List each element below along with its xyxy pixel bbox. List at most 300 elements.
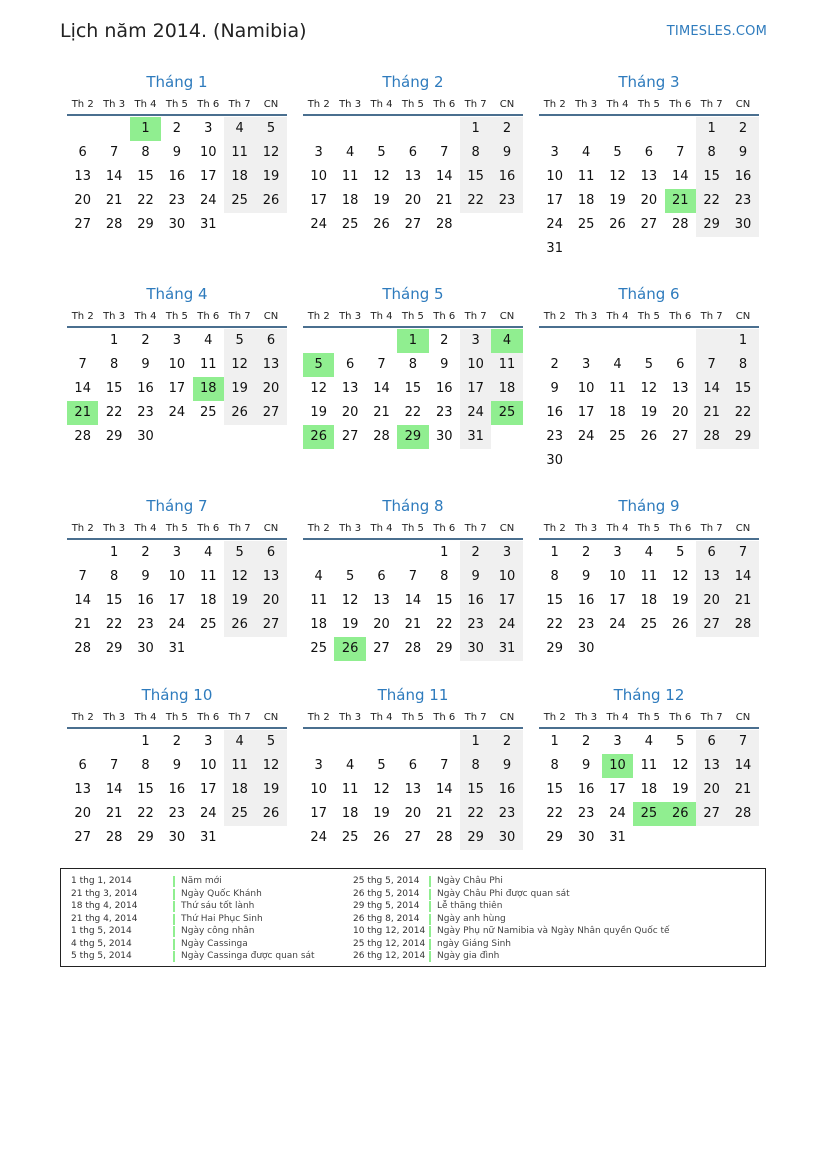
day-cell: 20 bbox=[74, 193, 91, 208]
legend-row bbox=[353, 913, 670, 926]
weekday-label: Th 3 bbox=[575, 310, 598, 322]
day-cell: 15 bbox=[137, 169, 154, 184]
weekday-label: CN bbox=[263, 711, 279, 723]
day-cell: 20 bbox=[671, 405, 689, 420]
day-cell: 20 bbox=[640, 193, 658, 208]
weekday-label: Th 5 bbox=[401, 310, 424, 322]
day-cell: 28 bbox=[727, 613, 758, 637]
day-cell: 14 bbox=[435, 782, 453, 797]
weekday-label: CN bbox=[263, 310, 279, 322]
empty-day-cell bbox=[67, 117, 98, 141]
day-cell: 16 bbox=[137, 381, 154, 396]
day-cell: 26 bbox=[303, 425, 334, 449]
day-cell: 7 bbox=[440, 758, 449, 773]
day-cell: 2 bbox=[141, 333, 150, 348]
weekday-label: CN bbox=[499, 310, 515, 322]
day-cell: 1 bbox=[141, 734, 150, 749]
weekday-label: Th 3 bbox=[339, 98, 362, 110]
day-cell: 13 bbox=[74, 782, 91, 797]
month-calendar bbox=[539, 284, 759, 473]
day-cell: 17 bbox=[199, 169, 217, 184]
holiday-date: 1 thg 5, 2014 bbox=[71, 926, 132, 936]
day-cell: 14 bbox=[671, 169, 689, 184]
weekday-label: Th 3 bbox=[103, 310, 126, 322]
day-cell: 6 bbox=[345, 357, 355, 372]
day-cell: 8 bbox=[109, 569, 119, 584]
weekday-label: Th 5 bbox=[401, 522, 424, 534]
empty-day-cell bbox=[665, 637, 696, 661]
weekday-label: Th 2 bbox=[543, 522, 566, 534]
weekday-label: CN bbox=[499, 711, 515, 723]
day-cell: 8 bbox=[109, 357, 119, 372]
weekday-label: Th 7 bbox=[700, 98, 723, 110]
day-cell: 1 bbox=[727, 329, 758, 353]
day-cell: 11 bbox=[199, 357, 217, 372]
holiday-date: 1 thg 1, 2014 bbox=[71, 876, 132, 886]
day-cell: 14 bbox=[404, 593, 422, 608]
day-cell: 7 bbox=[109, 758, 119, 773]
day-cell: 23 bbox=[460, 613, 491, 637]
day-cell: 5 bbox=[303, 353, 334, 377]
site-link[interactable]: TIMESLES.COM bbox=[666, 24, 767, 39]
empty-day-cell bbox=[491, 425, 522, 449]
weekday-label: Th 4 bbox=[606, 522, 629, 534]
legend-row bbox=[353, 900, 670, 913]
day-cell: 7 bbox=[109, 145, 119, 160]
day-cell: 7 bbox=[727, 541, 758, 565]
day-cell: 1 bbox=[550, 545, 559, 560]
empty-day-cell bbox=[397, 730, 428, 754]
day-cell: 24 bbox=[609, 806, 626, 821]
day-cell: 16 bbox=[577, 593, 595, 608]
day-cell: 14 bbox=[727, 754, 758, 778]
holiday-date: 21 thg 4, 2014 bbox=[71, 913, 138, 924]
day-cell: 19 bbox=[609, 193, 626, 208]
month-calendar bbox=[539, 685, 759, 850]
weekday-label: Th 2 bbox=[71, 522, 94, 534]
day-cell: 21 bbox=[665, 189, 696, 213]
day-cell: 14 bbox=[435, 169, 453, 184]
empty-day-cell bbox=[602, 237, 633, 261]
day-cell: 4 bbox=[345, 758, 355, 773]
day-cell: 29 bbox=[727, 425, 758, 449]
day-cell: 26 bbox=[224, 401, 255, 425]
day-cell: 17 bbox=[577, 405, 595, 420]
day-cell: 23 bbox=[546, 429, 563, 444]
empty-day-cell bbox=[602, 117, 633, 141]
day-cell: 24 bbox=[199, 806, 217, 821]
weekday-label: Th 4 bbox=[370, 522, 393, 534]
day-cell: 14 bbox=[696, 377, 727, 401]
day-grid bbox=[67, 117, 287, 237]
weekday-label: Th 6 bbox=[197, 98, 220, 110]
empty-day-cell bbox=[193, 637, 224, 661]
day-cell: 8 bbox=[141, 145, 150, 160]
day-cell: 27 bbox=[255, 401, 286, 425]
day-cell: 16 bbox=[435, 381, 453, 396]
empty-day-cell bbox=[696, 449, 727, 473]
day-cell: 16 bbox=[460, 589, 491, 613]
empty-day-cell bbox=[633, 637, 664, 661]
weekday-label: Th 2 bbox=[543, 310, 566, 322]
day-cell: 15 bbox=[404, 381, 422, 396]
day-cell: 26 bbox=[224, 613, 255, 637]
day-cell: 31 bbox=[546, 241, 563, 256]
day-grid bbox=[539, 730, 759, 850]
empty-day-cell bbox=[334, 117, 365, 141]
legend-row bbox=[353, 925, 670, 938]
day-cell: 21 bbox=[74, 617, 91, 632]
day-cell: 12 bbox=[341, 593, 359, 608]
day-cell: 5 bbox=[255, 117, 286, 141]
day-cell: 4 bbox=[491, 329, 522, 353]
day-cell: 8 bbox=[408, 357, 417, 372]
holiday-date: 4 thg 5, 2014 bbox=[71, 938, 132, 949]
day-cell: 31 bbox=[168, 641, 186, 656]
empty-day-cell bbox=[303, 329, 334, 353]
weekday-label: Th 7 bbox=[700, 310, 723, 322]
day-cell: 28 bbox=[404, 641, 422, 656]
holiday-date: 21 thg 3, 2014 bbox=[71, 888, 138, 899]
empty-day-cell bbox=[665, 826, 696, 850]
day-cell: 4 bbox=[644, 734, 653, 749]
holiday-name: Thứ Hai Phục Sinh bbox=[181, 913, 263, 924]
day-cell: 3 bbox=[460, 329, 491, 353]
day-cell: 28 bbox=[727, 802, 758, 826]
empty-day-cell bbox=[696, 826, 727, 850]
weekday-label: CN bbox=[263, 522, 279, 534]
month-title: Tháng 12 bbox=[613, 686, 685, 704]
day-cell: 25 bbox=[224, 802, 255, 826]
day-cell: 17 bbox=[310, 193, 327, 208]
day-cell: 24 bbox=[168, 405, 186, 420]
day-cell: 6 bbox=[408, 758, 417, 773]
day-cell: 15 bbox=[696, 165, 727, 189]
month-title: Tháng 11 bbox=[377, 686, 449, 704]
day-cell: 23 bbox=[577, 617, 595, 632]
month-title: Tháng 5 bbox=[382, 285, 444, 303]
day-cell: 1 bbox=[550, 734, 559, 749]
day-cell: 18 bbox=[199, 593, 217, 608]
day-cell: 10 bbox=[199, 758, 217, 773]
day-cell: 19 bbox=[640, 405, 658, 420]
day-cell: 17 bbox=[199, 782, 217, 797]
day-cell: 27 bbox=[404, 830, 422, 845]
day-cell: 19 bbox=[224, 589, 255, 613]
weekday-label: Th 2 bbox=[71, 711, 94, 723]
day-cell: 23 bbox=[137, 617, 154, 632]
weekday-label: Th 2 bbox=[307, 711, 330, 723]
day-cell: 22 bbox=[696, 189, 727, 213]
day-cell: 28 bbox=[74, 641, 91, 656]
day-cell: 2 bbox=[491, 117, 522, 141]
empty-day-cell bbox=[224, 826, 255, 850]
day-cell: 17 bbox=[168, 593, 186, 608]
day-cell: 4 bbox=[345, 145, 355, 160]
day-cell: 21 bbox=[67, 401, 98, 425]
empty-day-cell bbox=[334, 329, 365, 353]
day-cell: 13 bbox=[671, 381, 689, 396]
day-cell: 2 bbox=[440, 333, 449, 348]
legend-row bbox=[353, 888, 670, 901]
empty-day-cell bbox=[633, 117, 664, 141]
day-cell: 22 bbox=[727, 401, 758, 425]
holiday-name: Ngày gia đình bbox=[437, 951, 500, 961]
day-cell: 1 bbox=[130, 117, 161, 141]
weekday-header bbox=[539, 518, 759, 540]
legend-row bbox=[71, 950, 315, 963]
empty-day-cell bbox=[633, 237, 664, 261]
day-cell: 26 bbox=[640, 429, 658, 444]
day-cell: 14 bbox=[74, 381, 91, 396]
empty-day-cell bbox=[67, 329, 98, 353]
day-cell: 8 bbox=[460, 141, 491, 165]
holiday-date: 25 thg 12, 2014 bbox=[353, 938, 426, 949]
weekday-label: CN bbox=[735, 98, 751, 110]
weekday-label: Th 2 bbox=[543, 98, 566, 110]
day-cell: 24 bbox=[491, 613, 522, 637]
day-cell: 7 bbox=[408, 569, 417, 584]
day-cell: 1 bbox=[109, 333, 119, 348]
day-cell: 15 bbox=[137, 782, 154, 797]
legend-row bbox=[71, 938, 315, 951]
day-cell: 22 bbox=[435, 617, 453, 632]
weekday-label: Th 7 bbox=[700, 711, 723, 723]
day-cell: 28 bbox=[696, 425, 727, 449]
day-cell: 3 bbox=[172, 545, 181, 560]
day-cell: 16 bbox=[546, 405, 563, 420]
month-title: Tháng 8 bbox=[382, 497, 444, 515]
day-cell: 1 bbox=[109, 545, 119, 560]
day-cell: 29 bbox=[105, 429, 123, 444]
empty-day-cell bbox=[255, 213, 286, 237]
day-cell: 2 bbox=[172, 734, 181, 749]
day-cell: 26 bbox=[373, 217, 390, 232]
weekday-label: Th 6 bbox=[433, 310, 456, 322]
day-cell: 28 bbox=[671, 217, 689, 232]
day-cell: 11 bbox=[199, 569, 217, 584]
day-cell: 5 bbox=[676, 734, 685, 749]
weekday-label: Th 2 bbox=[307, 310, 330, 322]
day-cell: 6 bbox=[696, 730, 727, 754]
day-cell: 15 bbox=[105, 381, 123, 396]
day-cell: 10 bbox=[491, 565, 522, 589]
weekday-label: Th 7 bbox=[464, 98, 487, 110]
day-cell: 3 bbox=[581, 357, 591, 372]
month-title: Tháng 7 bbox=[146, 497, 208, 515]
weekday-label: Th 2 bbox=[307, 522, 330, 534]
day-cell: 13 bbox=[404, 169, 422, 184]
day-cell: 4 bbox=[613, 357, 622, 372]
day-cell: 28 bbox=[105, 217, 123, 232]
day-cell: 5 bbox=[676, 545, 685, 560]
holiday-date: 26 thg 5, 2014 bbox=[353, 888, 420, 899]
day-cell: 30 bbox=[137, 429, 154, 444]
weekday-label: Th 7 bbox=[464, 310, 487, 322]
weekday-label: Th 5 bbox=[637, 711, 660, 723]
day-cell: 31 bbox=[491, 637, 522, 661]
day-cell: 16 bbox=[168, 782, 186, 797]
holiday-name: Ngày Phụ nữ Namibia và Ngày Nhân quyền Quốc tế bbox=[437, 926, 670, 936]
holiday-name: Ngày Cassinga được quan sát bbox=[181, 951, 315, 961]
day-cell: 9 bbox=[550, 381, 559, 396]
day-cell: 14 bbox=[105, 782, 123, 797]
weekday-label: Th 3 bbox=[575, 711, 598, 723]
empty-day-cell bbox=[224, 425, 255, 449]
holiday-date: 25 thg 5, 2014 bbox=[353, 876, 420, 886]
weekday-label: Th 3 bbox=[103, 522, 126, 534]
day-cell: 18 bbox=[310, 617, 327, 632]
day-cell: 2 bbox=[581, 734, 591, 749]
day-cell: 12 bbox=[373, 169, 390, 184]
day-cell: 30 bbox=[577, 830, 595, 845]
day-cell: 3 bbox=[314, 758, 323, 773]
day-cell: 20 bbox=[696, 589, 727, 613]
day-cell: 9 bbox=[172, 145, 181, 160]
day-cell: 9 bbox=[491, 141, 522, 165]
month-title: Tháng 4 bbox=[146, 285, 208, 303]
empty-day-cell bbox=[429, 117, 460, 141]
empty-day-cell bbox=[366, 117, 397, 141]
day-cell: 4 bbox=[224, 117, 255, 141]
month-calendar bbox=[303, 72, 523, 237]
day-cell: 29 bbox=[546, 830, 563, 845]
month-title: Tháng 3 bbox=[618, 73, 680, 91]
day-cell: 23 bbox=[435, 405, 453, 420]
month-calendar bbox=[303, 685, 523, 850]
day-cell: 30 bbox=[435, 429, 453, 444]
day-grid bbox=[303, 730, 523, 850]
day-cell: 20 bbox=[255, 377, 286, 401]
weekday-label: Th 3 bbox=[575, 98, 598, 110]
day-cell: 6 bbox=[377, 569, 386, 584]
day-cell: 27 bbox=[671, 429, 689, 444]
day-cell: 29 bbox=[137, 830, 154, 845]
day-cell: 12 bbox=[609, 169, 626, 184]
month-title: Tháng 10 bbox=[141, 686, 213, 704]
day-cell: 30 bbox=[491, 826, 522, 850]
day-cell: 16 bbox=[727, 165, 758, 189]
day-cell: 23 bbox=[491, 189, 522, 213]
day-cell: 11 bbox=[341, 782, 359, 797]
day-cell: 26 bbox=[373, 830, 390, 845]
day-cell: 10 bbox=[609, 569, 626, 584]
day-cell: 10 bbox=[199, 145, 217, 160]
day-cell: 5 bbox=[377, 145, 386, 160]
day-cell: 27 bbox=[255, 613, 286, 637]
weekday-label: Th 6 bbox=[669, 310, 692, 322]
day-cell: 12 bbox=[255, 754, 286, 778]
day-cell: 25 bbox=[310, 641, 327, 656]
holiday-date: 26 thg 8, 2014 bbox=[353, 913, 420, 924]
month-calendar bbox=[67, 496, 287, 661]
empty-day-cell bbox=[67, 541, 98, 565]
day-cell: 22 bbox=[460, 189, 491, 213]
weekday-label: Th 4 bbox=[606, 310, 629, 322]
day-cell: 18 bbox=[577, 193, 595, 208]
day-cell: 9 bbox=[172, 758, 181, 773]
day-cell: 11 bbox=[577, 169, 595, 184]
day-cell: 27 bbox=[404, 217, 422, 232]
empty-day-cell bbox=[696, 329, 727, 353]
day-cell: 12 bbox=[671, 569, 689, 584]
day-cell: 25 bbox=[609, 429, 626, 444]
month-title: Tháng 6 bbox=[618, 285, 680, 303]
weekday-label: Th 7 bbox=[228, 310, 251, 322]
weekday-label: Th 4 bbox=[134, 310, 157, 322]
empty-day-cell bbox=[602, 637, 633, 661]
day-cell: 30 bbox=[546, 453, 563, 468]
day-cell: 14 bbox=[727, 565, 758, 589]
day-cell: 29 bbox=[105, 641, 123, 656]
empty-day-cell bbox=[98, 117, 129, 141]
weekday-label: Th 3 bbox=[339, 522, 362, 534]
day-cell: 22 bbox=[105, 617, 123, 632]
day-cell: 6 bbox=[644, 145, 653, 160]
day-cell: 19 bbox=[310, 405, 327, 420]
day-cell: 25 bbox=[633, 802, 664, 826]
day-cell: 3 bbox=[204, 734, 213, 749]
day-cell: 5 bbox=[644, 357, 653, 372]
legend-row bbox=[71, 888, 315, 901]
day-cell: 5 bbox=[345, 569, 355, 584]
day-cell: 12 bbox=[671, 758, 689, 773]
empty-day-cell bbox=[491, 213, 522, 237]
day-cell: 6 bbox=[78, 758, 87, 773]
day-cell: 9 bbox=[141, 357, 150, 372]
day-cell: 10 bbox=[577, 381, 595, 396]
day-cell: 27 bbox=[696, 613, 727, 637]
day-cell: 22 bbox=[460, 802, 491, 826]
empty-day-cell bbox=[570, 117, 601, 141]
day-cell: 17 bbox=[310, 806, 327, 821]
day-cell: 18 bbox=[224, 165, 255, 189]
weekday-label: Th 6 bbox=[433, 98, 456, 110]
weekday-label: Th 3 bbox=[339, 310, 362, 322]
empty-day-cell bbox=[602, 329, 633, 353]
day-cell: 23 bbox=[577, 806, 595, 821]
day-cell: 25 bbox=[199, 405, 217, 420]
day-cell: 20 bbox=[404, 806, 422, 821]
weekday-label: CN bbox=[263, 98, 279, 110]
holiday-date: 10 thg 12, 2014 bbox=[353, 926, 426, 936]
weekday-label: CN bbox=[735, 711, 751, 723]
weekday-label: Th 7 bbox=[228, 522, 251, 534]
weekday-label: Th 4 bbox=[134, 98, 157, 110]
empty-day-cell bbox=[727, 637, 758, 661]
day-cell: 10 bbox=[168, 569, 186, 584]
weekday-label: Th 4 bbox=[134, 522, 157, 534]
day-cell: 3 bbox=[204, 121, 213, 136]
empty-day-cell bbox=[98, 730, 129, 754]
day-cell: 29 bbox=[137, 217, 154, 232]
day-cell: 11 bbox=[224, 141, 255, 165]
holiday-date: 5 thg 5, 2014 bbox=[71, 951, 132, 961]
day-cell: 23 bbox=[137, 405, 154, 420]
day-cell: 16 bbox=[491, 165, 522, 189]
day-cell: 2 bbox=[550, 357, 559, 372]
day-grid bbox=[539, 329, 759, 473]
empty-day-cell bbox=[633, 329, 664, 353]
day-cell: 15 bbox=[546, 593, 563, 608]
page-title: Lịch năm 2014. (Namibia) bbox=[60, 20, 307, 42]
day-cell: 9 bbox=[581, 569, 591, 584]
day-cell: 18 bbox=[341, 806, 359, 821]
empty-day-cell bbox=[727, 237, 758, 261]
month-title: Tháng 2 bbox=[382, 73, 444, 91]
day-cell: 13 bbox=[255, 565, 286, 589]
day-grid bbox=[539, 117, 759, 261]
